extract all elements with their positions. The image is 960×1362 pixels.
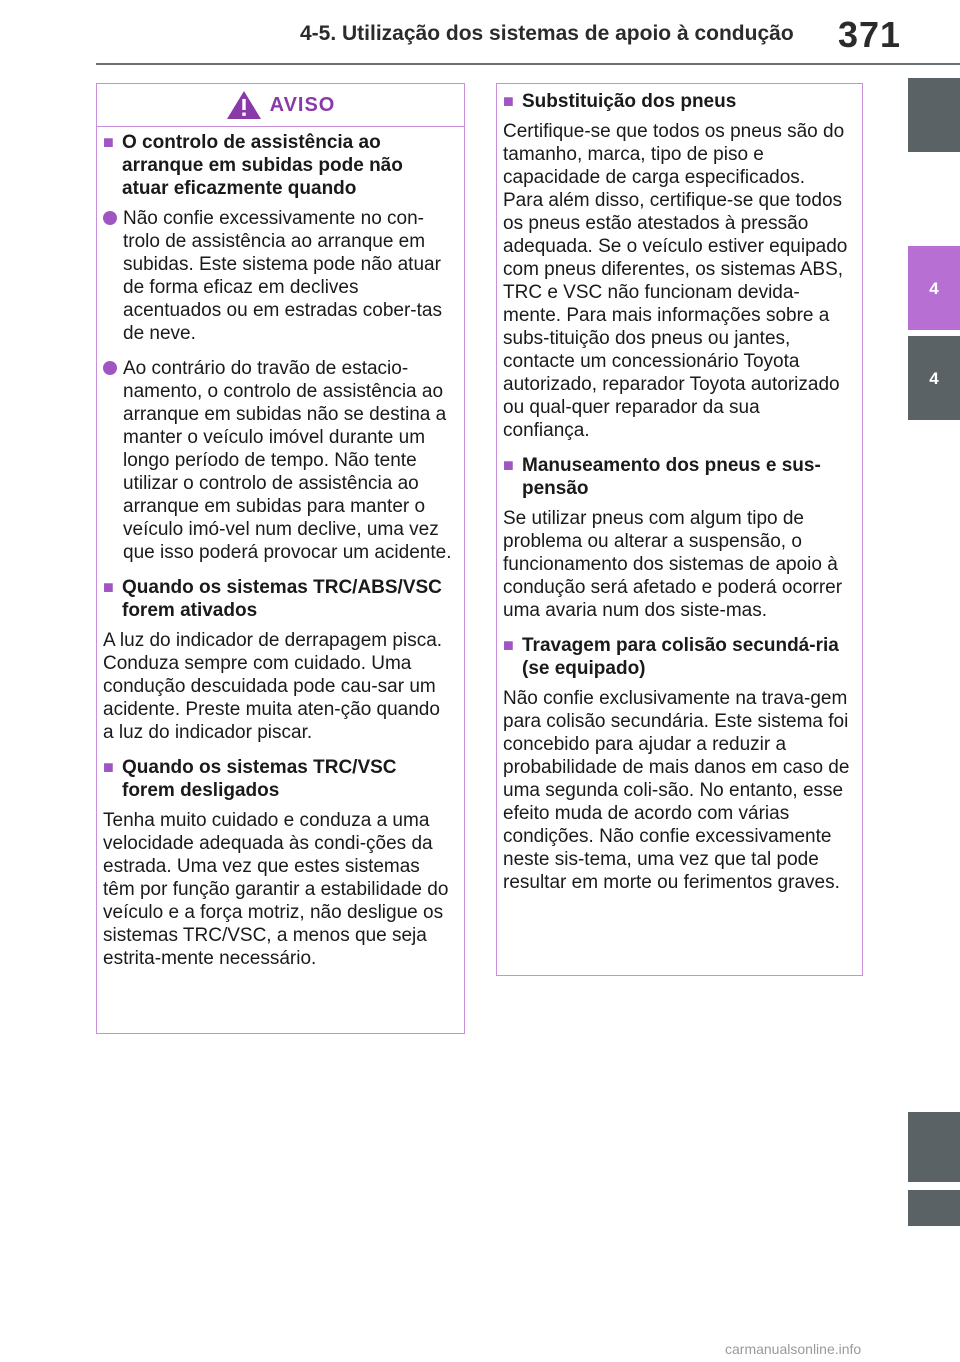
square-marker-icon: ■ [503,635,514,655]
section-text: Tenha muito cuidado e conduza a uma velocidade adequada às condi-ções da estrada. Uma vez que estes sistemas têm por função garantir a estabilidade do veículo e a força motriz, não desligue os sistemas TRC/VSC, a menos que seja estrita-mente necessário. [103,810,449,969]
side-tab[interactable] [908,1112,960,1182]
warning-title: AVISO [269,93,336,116]
square-marker-icon: ■ [103,577,114,597]
bullet-text: Não confie excessivamente no con-trolo de assistência ao arranque em subidas. Este sistema pode não atuar de forma eficaz em declives acentuados ou em estradas cober-tas de neve. [123,208,442,344]
section-title: 4-5. Utilização dos sistemas de apoio à condução [300,22,794,45]
section-heading: Quando os sistemas TRC/ABS/VSC forem ativados [122,577,442,621]
square-marker-icon: ■ [503,455,514,475]
square-marker-icon: ■ [103,132,114,152]
warning-section [103,131,452,564]
warning-section [503,634,850,894]
side-tab-label: 4 [929,369,939,388]
side-tab[interactable] [908,1190,960,1226]
warning-triangle-icon [226,90,262,120]
circle-bullet-icon [103,361,117,375]
section-heading: Quando os sistemas TRC/VSC forem desligados [122,757,397,801]
section-heading: Manuseamento dos pneus e sus-pensão [522,455,821,499]
square-marker-icon: ■ [103,757,114,777]
section-heading: O controlo de assistência ao arranque em subidas pode não atuar eficazmente quando [122,132,403,199]
side-tab-active[interactable] [908,246,960,330]
list-item [103,207,452,345]
section-text: A luz do indicador de derrapagem pisca. Conduza sempre com cuidado. Uma condução descuidada pode cau-sar um acidente. Preste muita aten-ção quando a luz do indicador piscar. [103,630,443,743]
side-tab-label: 4 [929,279,939,298]
header-rule [96,63,960,65]
section-heading: Substituição dos pneus [522,91,737,112]
section-heading: Travagem para colisão secundá-ria (se equipado) [522,635,839,679]
warning-section [503,454,850,622]
warning-section [103,576,452,744]
warning-header [97,84,464,127]
side-tab[interactable] [908,336,960,420]
warning-section [103,756,452,970]
section-text: Não confie exclusivamente na trava-gem para colisão secundária. Este sistema foi concebido para ajudar a reduzir a probabilidade de mais danos em caso de uma segunda coli-são. No entanto, esse efeito muda de acordo com várias condições. Não confie excessivamente neste sis-tema, uma vez que tal pode resultar em morte ou ferimentos graves. [503,688,850,893]
section-text: Certifique-se que todos os pneus são do tamanho, marca, tipo de piso e capacidade de carga especificados. Para além disso, certifique-se que todos os pneus estão atestados à pressão adequada. Se o veículo estiver equipado com pneus diferentes, os sistemas ABS, TRC e VSC não funcionam devida-mente. Para mais informações sobre a subs-tituição dos pneus ou jantes, contacte um concessionário Toyota autorizado, reparador Toyota autorizado ou qual-quer reparador da sua confiança. [503,121,848,441]
warning-section [503,90,850,442]
page-number: 371 [838,14,902,55]
section-text: Se utilizar pneus com algum tipo de problema ou alterar a suspensão, o funcionamento dos sistemas de apoio à condução será afetado e poderá ocorrer uma avaria num dos siste-mas. [503,508,843,621]
list-item [103,357,452,564]
circle-bullet-icon [103,211,117,225]
warning-box [96,83,465,1034]
warning-box-continued [496,83,863,976]
square-marker-icon: ■ [503,91,514,111]
watermark: carmanualsonline.info [725,1341,862,1357]
side-tab[interactable] [908,78,960,152]
bullet-text: Ao contrário do travão de estacio-namento, o controlo de assistência ao arranque em subidas não se destina a manter o veículo imóvel durante um longo período de tempo. Não tente utilizar o controlo de assistência ao arranque em subidas para manter o veículo imó-vel num declive, uma vez que isso poderá provocar um acidente. [123,358,452,563]
